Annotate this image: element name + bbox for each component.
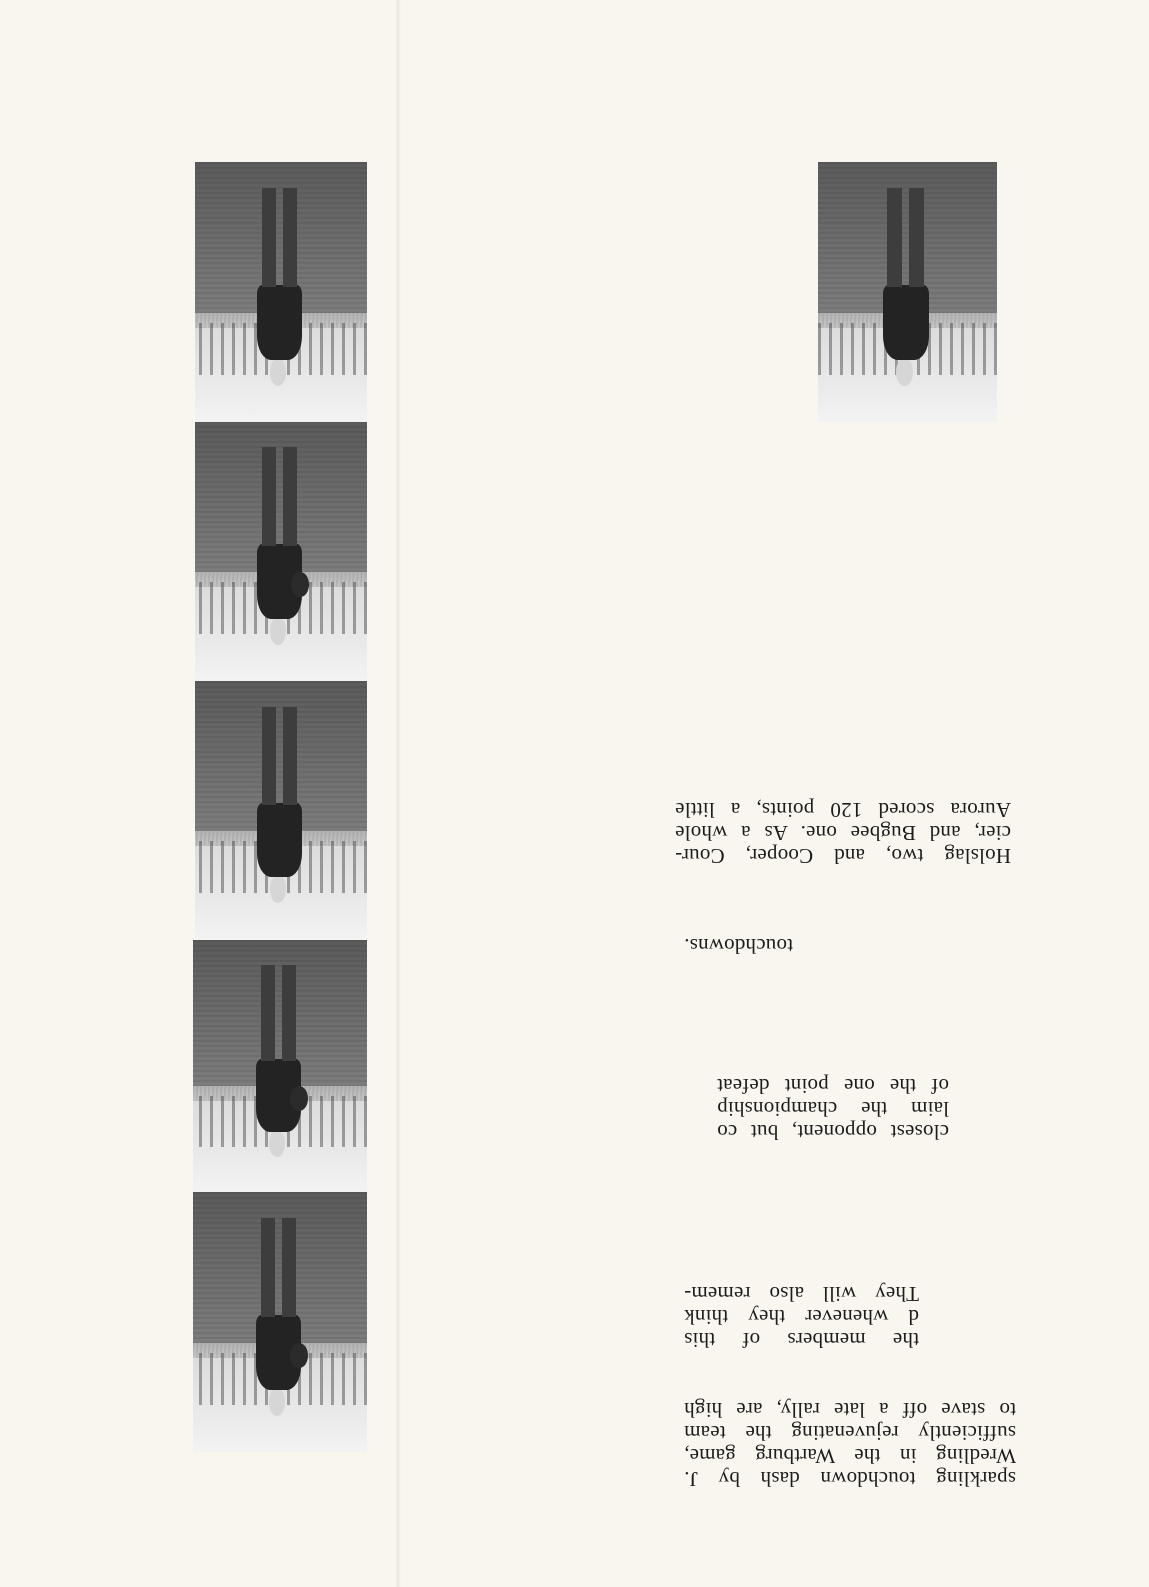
player-photo — [195, 421, 367, 681]
player-photo — [193, 1192, 367, 1452]
text-block-2 — [684, 1282, 919, 1351]
text-line: of the one point defeat — [717, 1074, 949, 1098]
text-line: laim the championship — [717, 1097, 949, 1121]
player-photo — [193, 940, 367, 1192]
player-photo — [818, 162, 997, 422]
player-photo — [195, 162, 367, 422]
text-block-4 — [663, 934, 793, 957]
text-line: to stave off a late rally, are high — [684, 1398, 1016, 1422]
text-block-5 — [675, 798, 1011, 867]
text-line: sufficiently rejuvenating the team — [684, 1421, 1016, 1445]
page-fold — [395, 0, 401, 1587]
text-line: closest opponent, but co — [717, 1120, 949, 1144]
text-line: the members of this — [684, 1328, 919, 1352]
text-block-1 — [684, 1398, 1016, 1490]
text-line: They will also remem- — [684, 1282, 919, 1306]
text-line: touchdowns. — [684, 934, 793, 958]
text-block-3 — [717, 1074, 949, 1143]
text-line: d whenever they think — [684, 1305, 919, 1329]
text-line: cier, and Bugbee one. As a whole — [675, 821, 1011, 845]
text-line: Wredling in the Wartburg game, — [684, 1444, 1016, 1468]
player-photo — [195, 681, 367, 939]
text-line: Holslag two, and Cooper, Cour- — [675, 844, 1011, 868]
text-line: sparkling touchdown dash by J. — [684, 1467, 1016, 1491]
text-line: Aurora scored 120 points, a little — [675, 798, 1011, 822]
